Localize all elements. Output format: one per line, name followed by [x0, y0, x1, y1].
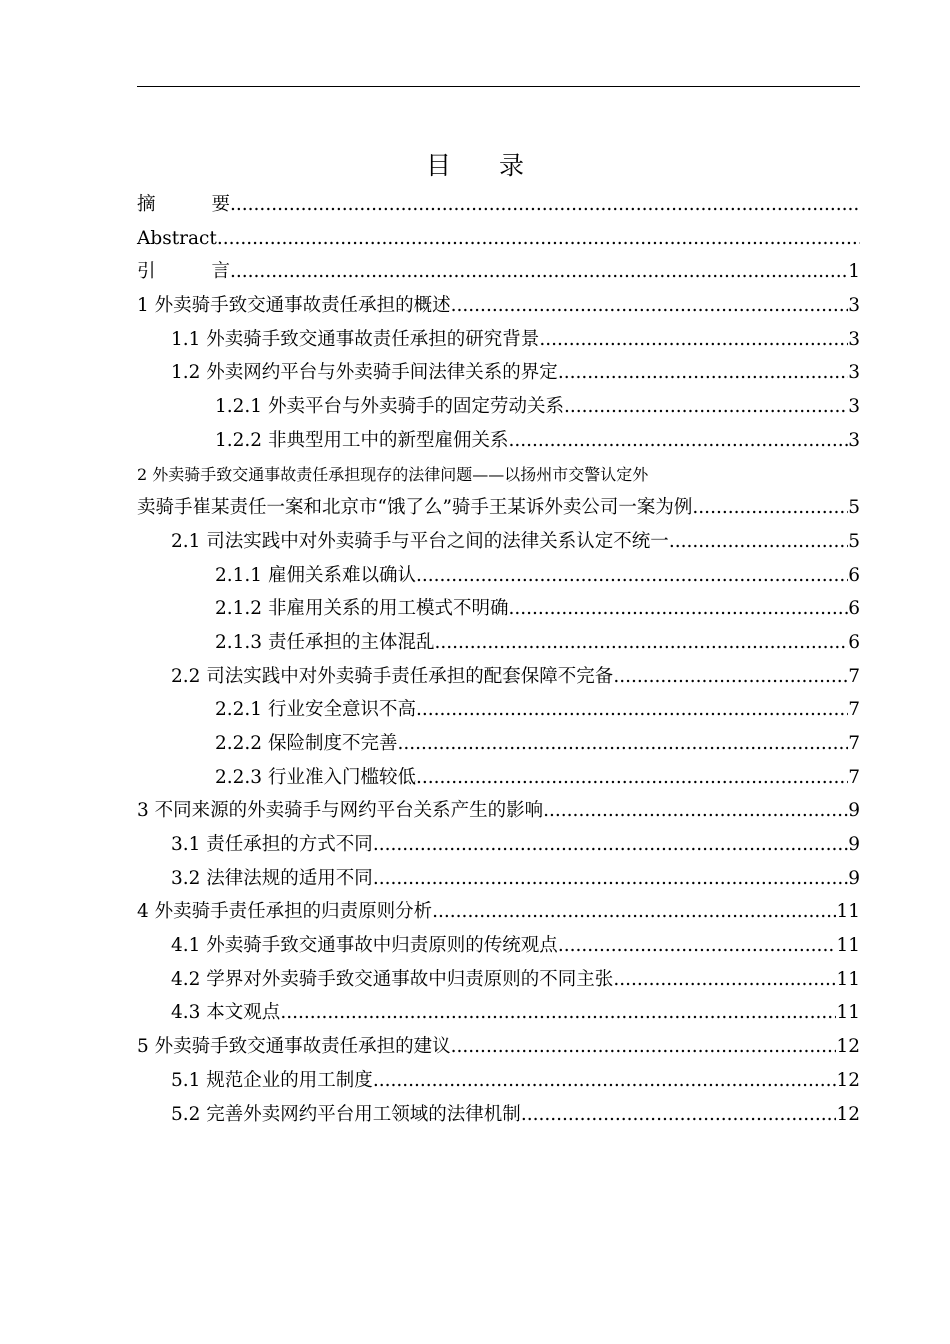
toc-entry-page: 7 — [848, 766, 860, 788]
toc-entry[interactable] — [137, 188, 860, 222]
toc-entry-page: 12 — [836, 1103, 860, 1125]
toc-entry[interactable] — [137, 963, 860, 997]
toc-entry-label: 引 言 — [137, 261, 231, 283]
toc-entry-label: 摘 要 — [137, 193, 231, 215]
toc-entry-label: 1.2.2 非典型用工中的新型雇佣关系 — [215, 429, 509, 451]
toc-entry-label: 1.2 外卖网约平台与外卖骑手间法律关系的界定 — [171, 362, 558, 384]
toc-entry-page: 11 — [836, 901, 860, 923]
toc-entry[interactable] — [137, 525, 860, 559]
toc-leader-dots — [692, 491, 848, 525]
toc-leader-dots — [280, 996, 836, 1030]
toc-entry[interactable] — [137, 458, 860, 525]
toc-entry-page: 5 — [848, 497, 860, 519]
toc-entry-label: 1.1 外卖骑手致交通事故责任承担的研究背景 — [171, 328, 540, 350]
toc-entry-page: 3 — [848, 396, 860, 418]
toc-title-char: 录 — [499, 151, 525, 180]
toc-entry-label: 3.1 责任承担的方式不同 — [171, 834, 373, 856]
toc-entry[interactable] — [137, 222, 860, 256]
toc-entry-label-line1: 2 外卖骑手致交通事故责任承担现存的法律问题——以扬州市交警认定外 — [137, 464, 649, 484]
toc-leader-dots — [373, 1064, 837, 1098]
toc-entry[interactable] — [137, 862, 860, 896]
toc-entry-label: 2.1.1 雇佣关系难以确认 — [215, 564, 416, 586]
toc-entry-page: 9 — [848, 800, 860, 822]
toc-entry[interactable] — [137, 997, 860, 1031]
toc-entry-page: 3 — [848, 362, 860, 384]
toc-entry-page: 6 — [848, 564, 860, 586]
toc-entry[interactable] — [137, 323, 860, 357]
toc-entry-label: 5.2 完善外卖网约平台用工领域的法律机制 — [171, 1103, 521, 1125]
toc-entry-page: 11 — [836, 1002, 860, 1024]
toc-entry[interactable] — [137, 626, 860, 660]
toc-entry-label: 2.1.3 责任承担的主体混乱 — [215, 631, 435, 653]
toc-entry[interactable] — [137, 828, 860, 862]
toc-entry-page: 6 — [848, 598, 860, 620]
toc-leader-dots — [543, 794, 848, 828]
toc-entry-page: 12 — [836, 1036, 860, 1058]
toc-entry[interactable] — [137, 761, 860, 795]
toc-entry-page: 7 — [848, 665, 860, 687]
toc-entry-page: 9 — [848, 867, 860, 889]
toc-entry-label: 2.2.2 保险制度不完善 — [215, 732, 398, 754]
toc-leader-dots — [521, 1098, 837, 1132]
header-rule — [137, 86, 860, 87]
toc-entry-page: 6 — [848, 631, 860, 653]
toc-entry[interactable] — [137, 1030, 860, 1064]
toc-entry[interactable] — [137, 693, 860, 727]
toc-entry-page: 12 — [836, 1069, 860, 1091]
toc-entry[interactable] — [137, 895, 860, 929]
toc-leader-dots — [451, 1030, 837, 1064]
toc-entry[interactable] — [137, 929, 860, 963]
toc-leader-dots — [434, 626, 848, 660]
toc-entry-label: 4.2 学界对外卖骑手致交通事故中归责原则的不同主张 — [171, 968, 614, 990]
toc-leader-dots — [613, 963, 836, 997]
toc-entry-page: 5 — [848, 530, 860, 552]
toc-leader-dots — [373, 828, 848, 862]
toc-entry-label: 2.2.3 行业准入门槛较低 — [215, 766, 416, 788]
toc-title — [0, 148, 950, 184]
toc-leader-dots — [508, 424, 848, 458]
toc-entry-label: 2.2.1 行业安全意识不高 — [215, 699, 416, 721]
toc-entry[interactable] — [137, 660, 860, 694]
toc-leader-dots — [564, 390, 848, 424]
toc-entry-page: 3 — [848, 328, 860, 350]
toc-entry[interactable] — [137, 559, 860, 593]
toc-entry-label: 5.1 规范企业的用工制度 — [171, 1069, 373, 1091]
toc-entry-label: 3 不同来源的外卖骑手与网约平台关系产生的影响 — [137, 800, 544, 822]
toc-leader-dots — [432, 895, 836, 929]
toc-leader-dots — [416, 693, 848, 727]
toc-entry-page: 7 — [848, 699, 860, 721]
toc-leader-dots — [508, 592, 848, 626]
toc-leader-dots — [217, 222, 860, 256]
toc-entry-label: 4 外卖骑手责任承担的归责原则分析 — [137, 901, 433, 923]
toc-entry[interactable] — [137, 1064, 860, 1098]
toc-leader-dots — [230, 255, 848, 289]
toc-entry-label: Abstract — [137, 227, 217, 249]
toc-entry-page: 3 — [848, 429, 860, 451]
toc-leader-dots — [416, 761, 848, 795]
toc-leader-dots — [373, 862, 848, 896]
toc-entry[interactable] — [137, 390, 860, 424]
toc-entry[interactable] — [137, 727, 860, 761]
toc-leader-dots — [539, 323, 848, 357]
toc-leader-dots — [669, 525, 848, 559]
toc-entry-page: 9 — [848, 834, 860, 856]
toc-entry[interactable] — [137, 1098, 860, 1132]
toc-leader-dots — [416, 559, 848, 593]
toc-entry[interactable] — [137, 289, 860, 323]
toc-entry[interactable] — [137, 255, 860, 289]
toc-list — [137, 188, 860, 1131]
toc-entry-page: 3 — [848, 295, 860, 317]
toc-entry[interactable] — [137, 592, 860, 626]
toc-entry[interactable] — [137, 424, 860, 458]
toc-leader-dots — [397, 727, 848, 761]
toc-entry-page: 11 — [836, 968, 860, 990]
toc-entry-label: 2.1 司法实践中对外卖骑手与平台之间的法律关系认定不统一 — [171, 530, 669, 552]
toc-entry-label: 3.2 法律法规的适用不同 — [171, 867, 373, 889]
toc-title-char: 目 — [425, 151, 451, 180]
toc-entry-label-line2: 卖骑手崔某责任一案和北京市“饿了么”骑手王某诉外卖公司一案为例 — [137, 497, 693, 519]
toc-leader-dots — [451, 289, 849, 323]
toc-leader-dots — [230, 188, 860, 222]
toc-entry[interactable] — [137, 356, 860, 390]
toc-entry-page: 7 — [848, 732, 860, 754]
toc-entry-label: 1 外卖骑手致交通事故责任承担的概述 — [137, 295, 451, 317]
toc-entry-label: 2.1.2 非雇用关系的用工模式不明确 — [215, 598, 509, 620]
toc-entry-page: 1 — [848, 261, 860, 283]
toc-entry[interactable] — [137, 794, 860, 828]
toc-entry-label: 2.2 司法实践中对外卖骑手责任承担的配套保障不完备 — [171, 665, 614, 687]
toc-entry-page: 11 — [836, 935, 860, 957]
toc-entry-label: 5 外卖骑手致交通事故责任承担的建议 — [137, 1036, 451, 1058]
toc-leader-dots — [558, 356, 848, 390]
toc-entry-label: 1.2.1 外卖平台与外卖骑手的固定劳动关系 — [215, 396, 564, 418]
toc-leader-dots — [613, 660, 848, 694]
toc-entry-label: 4.3 本文观点 — [171, 1002, 281, 1024]
toc-entry-label: 4.1 外卖骑手致交通事故中归责原则的传统观点 — [171, 935, 558, 957]
toc-leader-dots — [558, 929, 837, 963]
